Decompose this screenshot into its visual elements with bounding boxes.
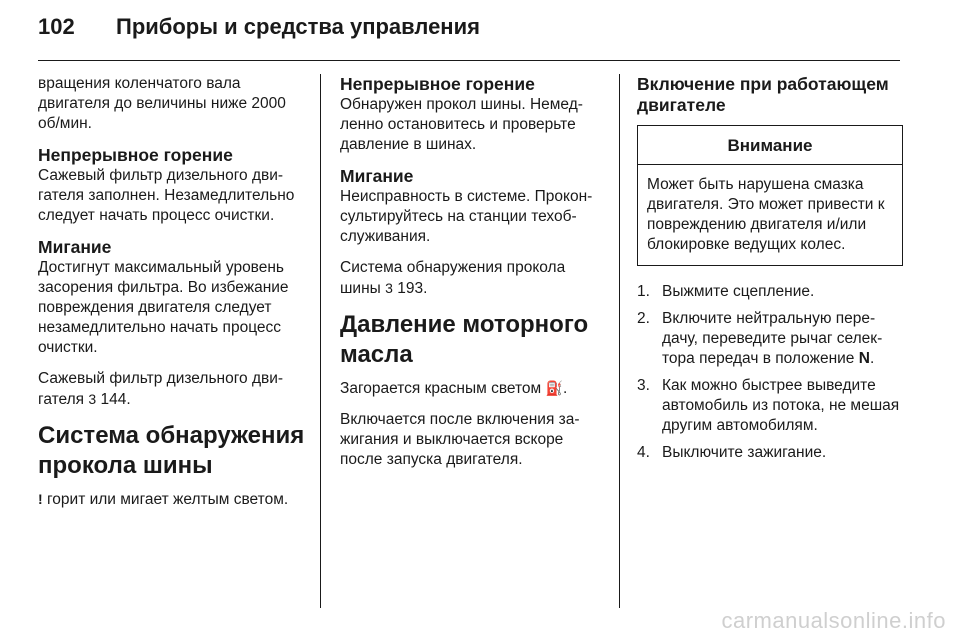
reference-text: Сажевый фильтр дизельного двигателя (38, 370, 284, 408)
warning-text: Может быть нарушена смазка двигателя. Это может привести к повреждению двигателя и/или блокировке ведущих колес. (647, 176, 885, 253)
section-text-blinking: Неисправность в системе. Проконсультируйтесь на станции техобслуживания. (340, 188, 593, 245)
page-title: Приборы и средства управления (116, 14, 480, 39)
oil-paragraph-2: Включается после включения зажигания и выключается вскоре после запуска двигателя. (340, 411, 580, 468)
column-1 (38, 74, 306, 521)
tpms-paragraph (38, 489, 306, 510)
list-item (637, 282, 903, 302)
gear-neutral-label: N (858, 350, 870, 367)
step-text-a: Включите нейтральную передачу, переведите рычаг селектора передач в положение (662, 310, 883, 367)
page-reference-link[interactable]: 193. (397, 280, 428, 297)
page-header (38, 14, 900, 48)
section-text-continuous: Обнаружен прокол шины. Немедленно остановитесь и проверьте давление в шинах. (340, 96, 583, 153)
page-number: 102 (38, 14, 75, 39)
oil-can-icon: ⛽ (545, 380, 563, 396)
section-title-blinking: Мигание (340, 166, 414, 186)
section-text-continuous: Сажевый фильтр дизельного двигателя заполнен. Незамедлительно следует начать процесс очистки. (38, 167, 295, 224)
heading-tpms: Система обнаружения прокола шины (38, 422, 305, 479)
step-text: Выключите зажигание. (662, 444, 827, 461)
column-divider-1 (320, 74, 321, 608)
header-divider (38, 60, 900, 61)
watermark: carmanualsonline.info (721, 608, 946, 633)
heading-engine-running: Включение при работающем двигателе (637, 74, 889, 115)
reference-paragraph (38, 369, 306, 410)
step-number: 2. (637, 310, 650, 327)
column-divider-2 (619, 74, 620, 608)
heading-oil-pressure: Давление моторного масла (340, 311, 589, 368)
step-text: Как можно быстрее выведите автомобиль из потока, не мешая другим автомобилям. (662, 377, 900, 434)
oil-paragraph-1 (340, 378, 602, 399)
list-item (637, 443, 903, 463)
section-title-continuous: Непрерывное горение (340, 74, 535, 94)
column-2 (340, 74, 602, 481)
warning-heading: Внимание (638, 126, 902, 165)
tpms-text: горит или мигает желтым светом. (46, 491, 289, 508)
step-text: Выжмите сцепление. (662, 283, 815, 300)
tire-pressure-warning-icon: ! (38, 491, 43, 507)
step-number: 4. (637, 444, 650, 461)
warning-box (637, 125, 903, 266)
section-title-continuous: Непрерывное горение (38, 145, 233, 165)
page-reference-link[interactable]: 144. (100, 391, 131, 408)
step-text (662, 309, 903, 369)
step-number: 3. (637, 377, 650, 394)
page-reference-arrow-icon: 3 (385, 280, 393, 296)
oil-text-b: . (562, 380, 568, 397)
section-text-blinking: Достигнут максимальный уровень засорения фильтра. Во избежание повреждения двигателя следует незамедлительно начать процесс очистки. (38, 259, 289, 356)
section-title-blinking: Мигание (38, 237, 112, 257)
step-text-b: . (869, 350, 875, 367)
intro-text: вращения коленчатого вала двигателя до величины ниже 2000 об/мин. (38, 75, 286, 132)
list-item (637, 376, 903, 436)
column-3 (637, 74, 903, 470)
page-reference-arrow-icon: 3 (88, 391, 97, 407)
list-item (637, 309, 903, 369)
reference-text: Система обнаружения прокола шины (340, 259, 566, 297)
reference-paragraph (340, 258, 602, 299)
oil-text-a: Загорается красным светом (340, 380, 546, 397)
step-number: 1. (637, 283, 650, 300)
steps-list (637, 282, 903, 463)
